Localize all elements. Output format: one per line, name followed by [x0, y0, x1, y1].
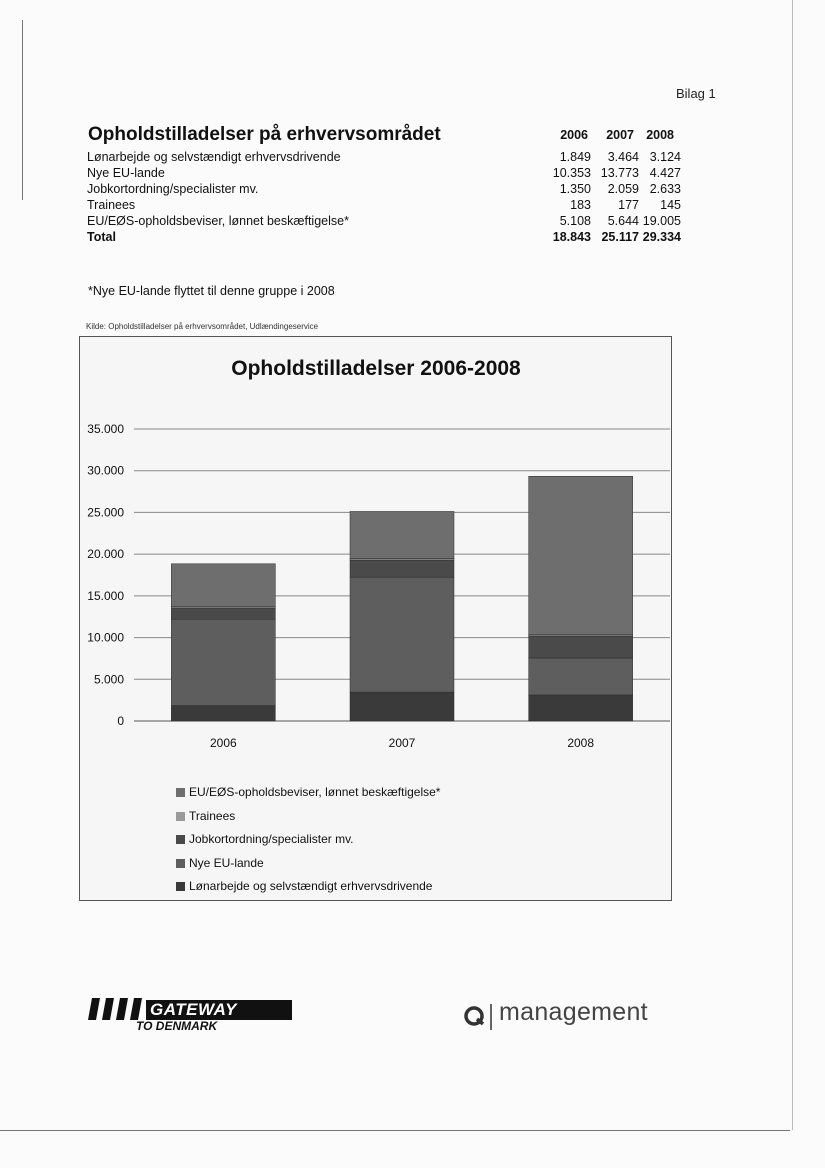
row-value: 5.108 [559, 214, 591, 228]
stats-table [86, 126, 674, 145]
row-value: 1.849 [559, 150, 591, 164]
legend-label: EU/EØS-opholdsbeviser, lønnet beskæftigelse* [189, 785, 441, 799]
y-tick-label: 5.000 [93, 672, 124, 687]
table-row [86, 149, 682, 165]
row-value: 5.644 [607, 214, 639, 228]
y-tick-label: 15.000 [87, 588, 124, 603]
gateway-wordmark-box [146, 1000, 292, 1020]
row-label: Nye EU-lande [87, 166, 165, 180]
row-value: 1.350 [559, 182, 591, 196]
row-label: EU/EØS-opholdsbeviser, lønnet beskæftigelse* [87, 214, 349, 228]
row-value: 2.633 [649, 182, 681, 196]
table-row [86, 165, 682, 181]
row-value: 183 [570, 198, 591, 212]
y-tick-label: 0 [117, 714, 124, 728]
total-value: 18.843 [552, 230, 591, 244]
table-total-row [86, 229, 682, 245]
chart-title: Opholdstilladelser 2006-2008 [231, 357, 521, 380]
row-value: 2.059 [607, 182, 639, 196]
y-tick-label: 25.000 [87, 505, 124, 520]
x-tick-label: 2007 [388, 736, 416, 750]
row-label: Lønarbejde og selvstændigt erhvervsdrivende [87, 150, 341, 164]
table-row [86, 181, 682, 197]
total-value: 25.117 [601, 230, 639, 244]
table-row [86, 213, 682, 229]
total-value: 29.334 [642, 230, 681, 244]
left-edge-line [22, 20, 23, 200]
row-value: 4.427 [649, 166, 681, 180]
row-value: 3.124 [649, 150, 681, 164]
table-title: Opholdstilladelser på erhvervsområdet [88, 124, 441, 145]
table-header-spacer [86, 126, 526, 145]
chart-frame [79, 336, 672, 901]
legend-label: Nye EU-lande [189, 855, 264, 870]
chart-legend [176, 781, 440, 899]
gateway-stripes-icon [86, 998, 146, 1020]
bar-segment [529, 658, 633, 695]
x-tick-label: 2006 [209, 736, 237, 750]
stats-table-body [86, 149, 682, 245]
q-management-logo [462, 998, 672, 1032]
legend-swatch [176, 882, 185, 891]
row-label: Jobkortordning/specialister mv. [87, 182, 259, 196]
y-axis-ticks [87, 422, 124, 728]
q-management-wordmark: management [499, 998, 648, 1026]
table-row [86, 197, 682, 213]
footnote: *Nye EU-lande flyttet til denne gruppe i 2008 [88, 284, 335, 298]
legend-swatch [176, 835, 185, 844]
row-value: 177 [618, 198, 639, 212]
row-label: Trainees [87, 198, 136, 212]
bar-segment [350, 692, 454, 721]
y-tick-label: 20.000 [87, 547, 124, 562]
bar-segment [171, 706, 275, 721]
source-note: Kilde: Opholdstilladelser på erhvervsområdet, Udlændingeservice [86, 322, 319, 331]
bar-segment [529, 476, 633, 635]
total-label: Total [87, 230, 116, 244]
bottom-edge-line [0, 1130, 790, 1131]
bar-segment [171, 619, 275, 705]
row-value: 13.773 [600, 166, 639, 180]
appendix-label: Bilag 1 [676, 86, 716, 101]
legend-item [176, 805, 440, 829]
bar-segment [529, 636, 633, 658]
bar-segment [171, 564, 275, 607]
q-mark-icon [462, 1000, 496, 1034]
bar-segment [171, 608, 275, 619]
legend-item [176, 781, 440, 805]
gateway-subtitle: TO DENMARK [136, 1019, 218, 1033]
table-header-year: 2008 [646, 128, 674, 142]
row-value: 19.005 [642, 214, 681, 228]
bar-segment [529, 695, 633, 721]
right-edge-line [792, 0, 793, 1130]
legend-label: Trainees [189, 808, 236, 823]
bar-segment [350, 511, 454, 558]
y-tick-label: 30.000 [87, 463, 124, 478]
table-header-year: 2006 [560, 128, 588, 142]
row-value: 145 [660, 198, 681, 212]
bar-segment [350, 560, 454, 577]
row-value: 3.464 [607, 150, 639, 164]
legend-label: Lønarbejde og selvstændigt erhvervsdrivende [189, 879, 433, 893]
y-tick-label: 35.000 [87, 422, 124, 436]
table-header-row [86, 126, 674, 145]
gateway-to-denmark-logo [86, 998, 292, 1034]
bar-segment [350, 577, 454, 692]
legend-item [176, 828, 440, 852]
legend-item [176, 875, 440, 899]
row-value: 10.353 [552, 166, 591, 180]
x-tick-label: 2008 [567, 736, 595, 750]
bars [171, 476, 632, 721]
gateway-wordmark: GATEWAY [150, 1000, 237, 1019]
legend-swatch [176, 812, 185, 821]
table-header-year: 2007 [606, 128, 634, 142]
legend-item [176, 852, 440, 876]
legend-swatch [176, 788, 185, 797]
legend-label: Jobkortordning/specialister mv. [189, 832, 354, 846]
x-axis-ticks [210, 736, 594, 750]
y-tick-label: 10.000 [87, 630, 124, 645]
legend-swatch [176, 859, 185, 868]
